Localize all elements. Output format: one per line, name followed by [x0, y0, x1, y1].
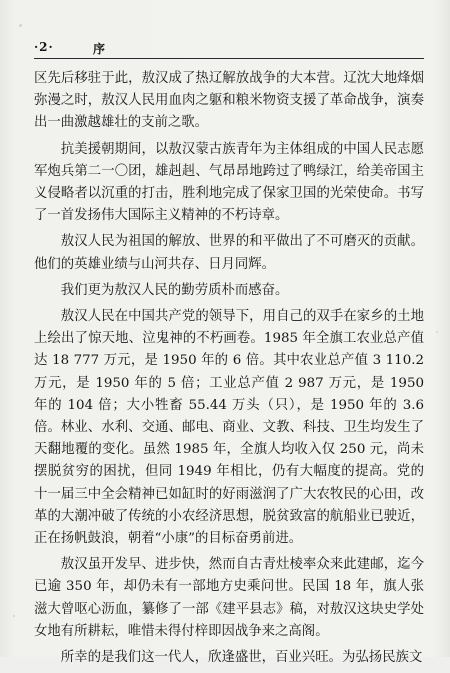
scan-speck	[19, 24, 22, 27]
paragraph: 所幸的是我们这一代人，欣逢盛世，百业兴旺。为弘扬民族文	[60, 650, 423, 666]
paragraph: 敖汉人民在中国共产党的领导下，用自己的双手在家乡的土地上绘出了惊天地、泣鬼神的不朽画卷。1985 年全旗工农业总产值达 18 777 万元，是 1950 年的 6 倍。其中农业总产值 3 110.2 万元，是 1950 年的 5 倍；工业总产值 2 987 万元，是 1950 年的 104 倍；大小牲畜 55.44 万头（只），是 1950 年的 3.6 倍。林业、水利、交通、邮电、商业、文教、科技、卫生均发生了天翻地覆的变化。虽然 1985 年，全旗人均收入仅 250 元，尚未摆脱贫穷的困扰，但同 1949 年相比，仍有大幅度的提高。党的十一届三中全会精神已如缸时的好雨滋润了广大农牧民的心田，改革的大潮冲破了传统的小农经济思想，脱贫致富的航船业已驶近，正在扬帆鼓浪，朝着“小康”的目标奋勇前进。	[34, 309, 424, 547]
page-number: ·2·	[34, 40, 54, 54]
body-text	[34, 68, 424, 673]
header-rule	[34, 58, 424, 59]
paragraph: 抗美援朝期间，以敖汉蒙古族青年为主体组成的中国人民志愿军炮兵第二一〇团，雄赳赳、气昂昂地跨过了鸭绿江，给美帝国主义侵略者以沉重的打击，胜利地完成了保家卫国的光荣使命。书写了一首发扬伟大国际主义精神的不朽诗章。	[34, 141, 424, 224]
paragraph: 敖汉人民为祖国的解放、世界的和平做出了不可磨灭的贡献。他们的英雄业绩与山河共存、日月同辉。	[34, 234, 424, 272]
paragraph-continued: 区先后移驻于此，敖汉成了热辽解放战争的大本营。辽沈大地烽烟弥漫之时，敖汉人民用血肉之躯和粮米物资支援了革命战争，演奏出一曲激越雄壮的支前之歌。	[34, 71, 424, 131]
scan-speck	[436, 331, 438, 333]
running-header	[34, 40, 424, 56]
paragraph: 敖汉虽开发早、进步快，然而自古青灶棱率众来此建邮，迄今已逾 350 年，却仍未有一部地方史乘问世。民国 18 年，旗人张滋大曾呕心沥血，纂修了一部《建平县志》稿，对敖汉这块史学处女地有所耕耘，唯惜未得付梓即因战争来之高阁。	[34, 557, 424, 639]
section-title: 序	[93, 42, 106, 56]
scan-speck	[13, 615, 15, 617]
paragraph: 我们更为敖汉人民的勤劳质朴而感奋。	[60, 282, 289, 298]
